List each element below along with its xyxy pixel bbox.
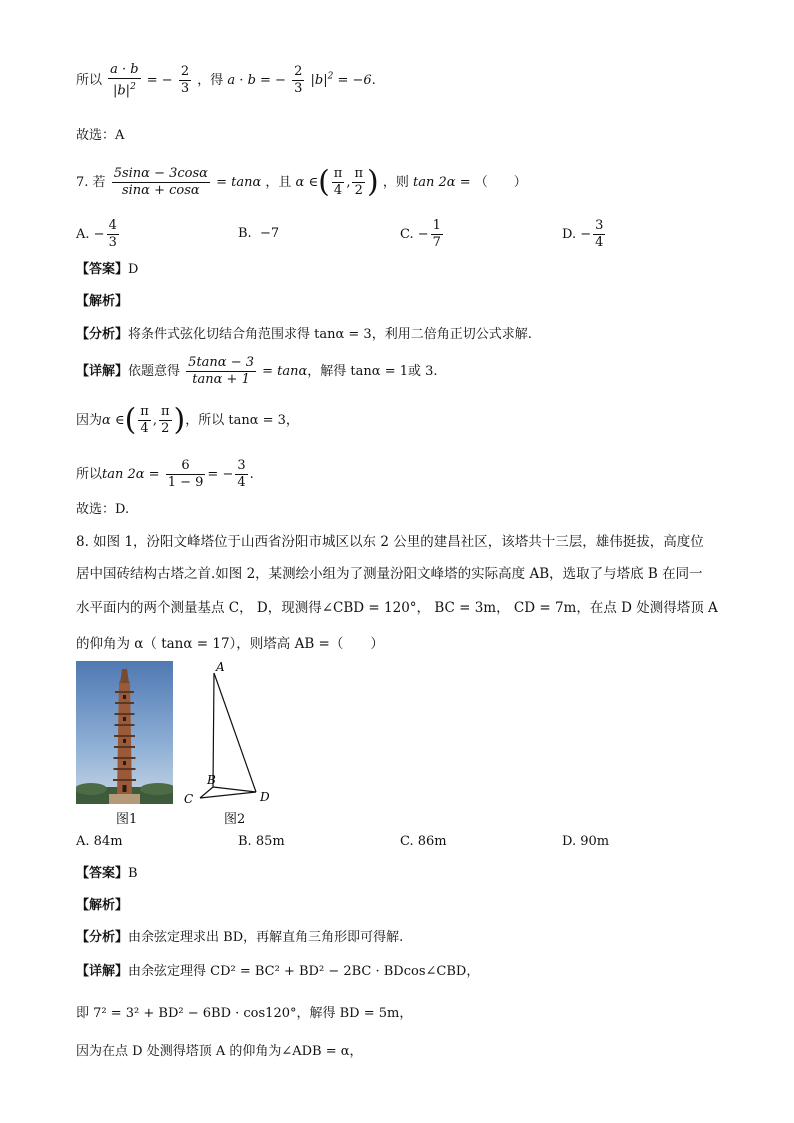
figure-2-caption: 图2	[224, 812, 246, 827]
figure-1-caption: 图1	[116, 812, 138, 827]
fraction-ab-over-b2: $\frac{a \cdot b}{|b|^2}$	[110, 62, 139, 99]
q8-option-a: A. 84m	[76, 834, 123, 849]
q8-option-b: B. 85m	[238, 834, 285, 849]
fenxi-8: 【分析】由余弦定理求出 BD，再解直角三角形即可得解.	[76, 930, 404, 945]
pagoda-photo	[76, 661, 173, 804]
fraction-q7: $\frac{5\sin\alpha - 3\cos\alpha}{\sin\alpha + \cos\alpha}$	[113, 166, 208, 198]
end-text: .	[371, 73, 376, 89]
q7-option-b-value: −7	[259, 226, 280, 241]
prefix-text: 所以	[76, 73, 103, 89]
q7-prefix: 7. 若	[76, 175, 106, 190]
q8-option-d: D. 90m	[562, 834, 610, 849]
line-vector-result: 所以 $\frac{a \cdot b}{|b|^2}$ = − $\frac{2}{3}$ ，得 a · b = − $\frac{2}{3}$ $|b|^2 = -6$.	[76, 62, 376, 99]
q8-line1: 8. 如图 1，汾阳文峰塔位于山西省汾阳市城区以东 2 公里的建昌社区，该塔共十三层，雄伟挺拔，高度位	[76, 534, 704, 550]
mid-text: ，得	[197, 73, 224, 89]
answer-label: 【答案】	[76, 262, 129, 277]
point-a-label: A	[216, 660, 225, 674]
answer-8: 【答案】B	[76, 866, 138, 881]
q8-line4: 的仰角为 α（ tanα = 17），则塔高 AB =（ ）	[76, 636, 384, 652]
geometry-diagram	[180, 660, 280, 810]
jiexi-8: 【解析】	[76, 898, 129, 913]
q7-option-a: A. − $\frac{4}{3}$	[76, 218, 117, 250]
xiangjie-8-line1: 【详解】由余弦定理得 CD² = BC² + BD² − 2BC · BDcos∠CBD，	[76, 964, 480, 979]
xiangjie-7-line3: 所以tan 2α = $\frac{6}{1 - 9}$ = − $\frac{3}{4}$ .	[76, 458, 254, 490]
q7-option-c: C. − $\frac{1}{7}$	[400, 218, 441, 250]
answer-7-value: D	[128, 262, 139, 277]
jiexi-7: 【解析】	[76, 294, 129, 309]
fraction-2-3b: $\frac{2}{3}$	[294, 64, 303, 97]
q8-line3: 水平面内的两个测量基点 C， D，现测得∠CBD = 120°， BC = 3m， CD = 7m，在点 D 处测得塔顶 A	[76, 600, 718, 616]
q7-option-b: B. −7	[238, 226, 280, 241]
q8-line2: 居中国砖结构古塔之首.如图 2，某测绘小组为了测量汾阳文峰塔的实际高度 AB，选取了与塔底 B 在同一	[76, 566, 703, 582]
q7-blank: （ ）	[474, 175, 527, 190]
fraction-tan: $\frac{5\tan\alpha - 3}{\tan\alpha + 1}$	[188, 355, 254, 387]
q7-mid: ，且	[265, 175, 292, 190]
xiangjie-8-line3: 因为在点 D 处测得塔顶 A 的仰角为∠ADB = α，	[76, 1044, 363, 1059]
q7-option-d: D. − $\frac{3}{4}$	[562, 218, 604, 250]
answer-select-d: 故选：D.	[76, 502, 130, 517]
answer-8-value: B	[128, 866, 138, 881]
fenxi-7: 【分析】将条件式弦化切结合角范围求得 tanα = 3，利用二倍角正切公式求解.	[76, 327, 532, 342]
q7-end: ，则	[382, 175, 409, 190]
xiangjie-7-line1: 【详解】依题意得 $\frac{5\tan\alpha - 3}{\tan\alpha + 1}$ = tanα，解得 tanα = 1或 3.	[76, 355, 438, 387]
answer-select-a: 故选：A	[76, 128, 125, 143]
fraction-2-3: $\frac{2}{3}$	[180, 64, 190, 97]
question-7: 7. 若 $\frac{5\sin\alpha - 3\cos\alpha}{\sin\alpha + \cos\alpha}$ = tanα ，且 α ∈( $\frac{\pi}{4}$ , $\frac{\pi}{2}$ ) ，则 tan 2α = （ ）	[76, 164, 527, 200]
point-b-label: B	[207, 773, 216, 787]
xiangjie-8-line2: 即 7² = 3² + BD² − 6BD · cos120°，解得 BD = 5m，	[76, 1006, 413, 1021]
q8-option-c: C. 86m	[400, 834, 447, 849]
point-c-label: C	[184, 792, 194, 806]
point-d-label: D	[260, 790, 270, 804]
answer-7	[76, 260, 138, 280]
xiangjie-7-line2: 因为α ∈( $\frac{\pi}{4}$ , $\frac{\pi}{2}$ )，所以 tanα = 3，	[76, 402, 299, 438]
